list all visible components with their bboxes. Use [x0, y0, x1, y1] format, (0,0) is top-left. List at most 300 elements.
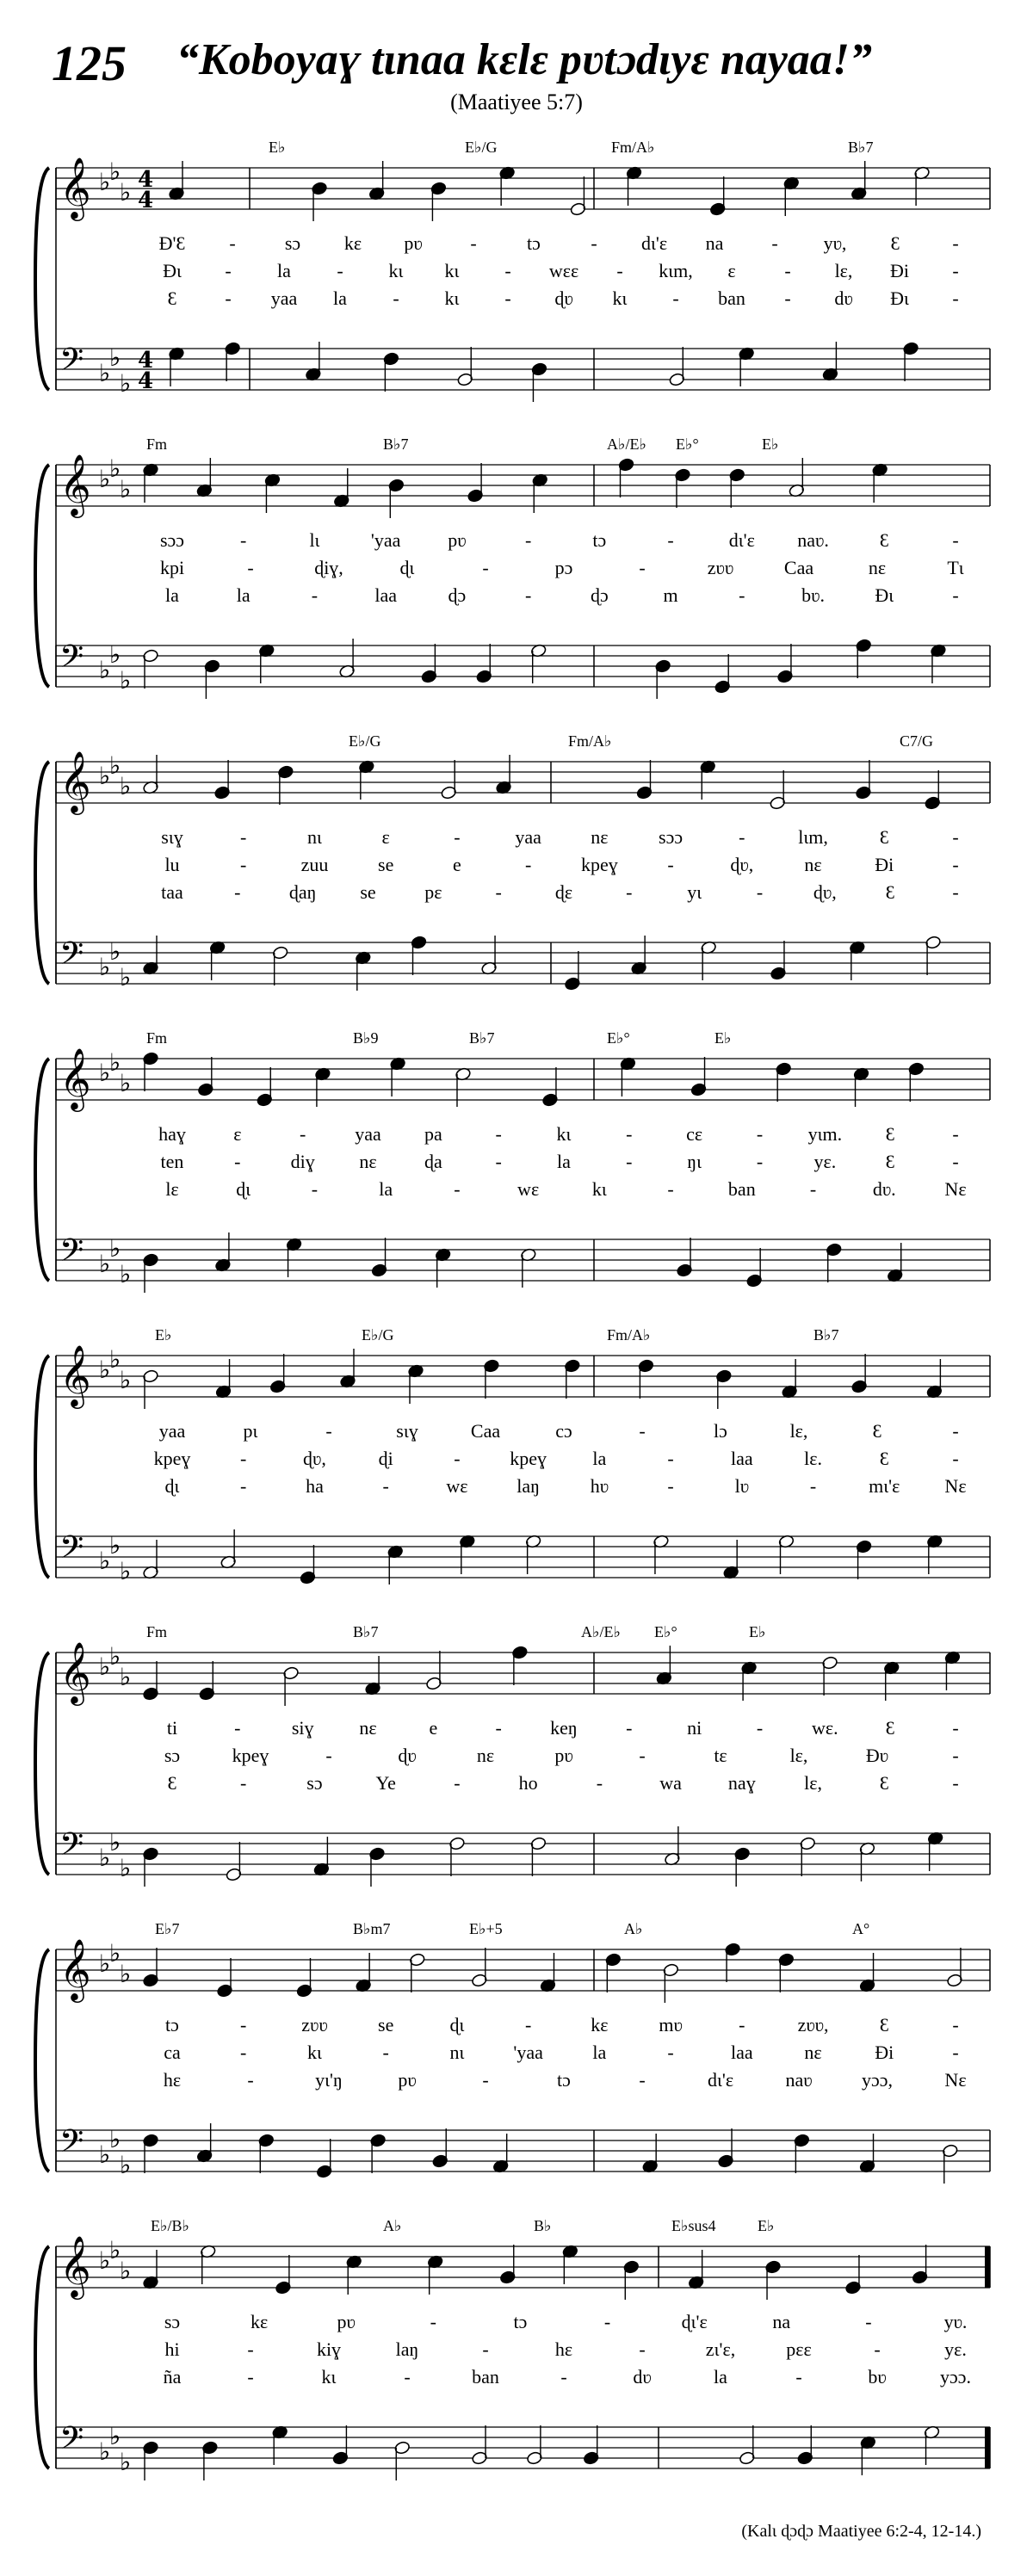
flat-icon: ♭ [109, 2125, 121, 2153]
lyric-syllable: - [225, 287, 232, 309]
chord-symbol: Fm/A♭ [611, 139, 655, 156]
lyric-syllable: - [247, 2338, 254, 2360]
chord-symbol: E♭/G [349, 732, 381, 750]
lyric-syllable: - [240, 1475, 247, 1497]
hymn-reference: (Maatiyee 5:7) [450, 90, 583, 114]
chord-symbol: E♭ [749, 1623, 766, 1640]
flat-icon: ♭ [99, 1547, 111, 1575]
bass-clef-icon: 𝄢 [59, 1232, 84, 1276]
chord-symbol: E♭/G [465, 139, 498, 156]
lyric-syllable: - [952, 1151, 959, 1172]
lyric-line [0, 232, 1033, 258]
flat-icon: ♭ [120, 666, 132, 695]
lyric-syllable: - [952, 584, 959, 606]
treble-clef-icon: 𝄞 [59, 1640, 91, 1703]
lyric-syllable: ɖaŋ [288, 881, 317, 903]
lyric-syllable: dɩ'ɛ [640, 232, 668, 254]
lyric-syllable: nɛ [804, 854, 822, 875]
lyric-syllable: wa [659, 1772, 682, 1794]
lyric-syllable: - [756, 881, 764, 903]
flat-icon: ♭ [120, 178, 132, 207]
lyric-syllable: - [524, 2014, 532, 2035]
notes [142, 2425, 940, 2480]
lyric-syllable: - [524, 529, 532, 551]
chord-symbol: E♭+5 [469, 1920, 503, 1937]
lyric-syllable: - [454, 1772, 461, 1794]
lyric-syllable: - [596, 1772, 603, 1794]
lyric-syllable: hɛ [163, 2069, 182, 2091]
lyric-syllable: ɖɔ [590, 584, 609, 606]
flat-icon: ♭ [99, 1250, 111, 1278]
lyric-syllable: - [311, 584, 319, 606]
lyric-syllable: ten [160, 1151, 184, 1172]
lyric-syllable: - [739, 584, 745, 606]
lyric-syllable: zʋʋ [707, 557, 734, 578]
lyric-syllable: ban [727, 1178, 756, 1200]
notes [168, 161, 930, 221]
lyric-syllable: m [663, 584, 678, 606]
lyric-syllable: Ɖɩ [890, 287, 909, 309]
lyric-syllable: - [482, 2338, 489, 2360]
lyric-syllable: ti [166, 1717, 178, 1739]
treble-clef-icon: 𝄞 [59, 453, 91, 516]
lyric-syllable: - [952, 2042, 959, 2063]
lyric-syllable: ɖʋ [398, 1745, 417, 1766]
lyric-syllable: - [504, 260, 511, 281]
lyric-syllable: kɛ [343, 232, 362, 254]
lyric-syllable: - [952, 1448, 959, 1469]
flat-icon: ♭ [109, 2236, 121, 2264]
lyric-syllable: - [430, 2311, 436, 2332]
lyric-syllable: bʋ [868, 2366, 887, 2388]
final-barline [985, 2246, 990, 2288]
lyric-syllable: kɩ [306, 2042, 322, 2063]
lyric-syllable: ɖʋ [554, 287, 573, 309]
lyric-syllable: - [756, 1123, 764, 1145]
lyric-syllable: ɖiɣ, [314, 557, 343, 578]
lyric-syllable: dɩ'ɛ [728, 529, 755, 551]
lyric-syllable: - [739, 826, 745, 848]
lyric-syllable: pʋ [398, 2069, 417, 2091]
lyric-syllable: laa [730, 2042, 753, 2063]
lyric-syllable: Nɛ [944, 1475, 967, 1497]
bass-staff [56, 2420, 990, 2476]
chord-symbol: E♭ [269, 139, 286, 156]
lyric-syllable: - [240, 854, 247, 875]
lyric-syllable: dʋ. [872, 1178, 896, 1200]
lyric-line [0, 854, 1033, 880]
lyric-syllable: Ɛ [167, 287, 177, 309]
chord-symbol: Fm/A♭ [607, 1326, 651, 1344]
lyric-syllable: Ɛ [879, 1772, 889, 1794]
lyric-syllable: la [592, 2042, 607, 2063]
chord-symbol: E♭° [607, 1029, 630, 1047]
lyric-syllable: nɩ [449, 2042, 465, 2063]
chord-symbol: Fm/A♭ [568, 732, 612, 750]
lyric-syllable: hɛ [554, 2338, 573, 2360]
chord-symbol: E♭/G [362, 1326, 394, 1344]
lyric-syllable: pɔ [554, 557, 573, 578]
chord-symbol: Fm [146, 1029, 168, 1047]
lyric-line [0, 1772, 1033, 1798]
flat-icon: ♭ [99, 2437, 111, 2466]
lyric-syllable: - [299, 1123, 306, 1145]
lyric-syllable: kɩ [321, 2366, 337, 2388]
score-system [0, 430, 1033, 714]
chord-symbol: E♭ [758, 2217, 775, 2234]
lyric-syllable: zuu [300, 854, 329, 875]
lyric-syllable: pɩ [243, 1420, 258, 1442]
lyric-syllable: Ɖ'Ɛ [158, 232, 186, 254]
lyric-syllable: yaa [355, 1123, 381, 1145]
flat-icon: ♭ [109, 1345, 121, 1374]
lyric-syllable: yɔɔ, [861, 2069, 894, 2091]
lyric-syllable: nɛ [591, 826, 609, 848]
lyric-syllable: tɔ [592, 529, 607, 551]
lyric-syllable: e [429, 1717, 438, 1739]
time-signature: 4 [138, 368, 154, 394]
bass-clef-icon: 𝄢 [59, 342, 84, 386]
lyric-syllable: cɔ [555, 1420, 572, 1442]
lyric-syllable: - [952, 1772, 959, 1794]
chord-symbol: E♭ [155, 1326, 172, 1344]
lyric-syllable: 'yaa [513, 2042, 543, 2063]
notes [142, 1232, 903, 1293]
lyric-syllable: - [470, 232, 477, 254]
lyric-syllable: Nɛ [944, 2069, 967, 2091]
score-system [0, 1321, 1033, 1605]
lyric-syllable: - [234, 881, 241, 903]
notes [142, 1943, 962, 2003]
lyric-syllable: dʋ [633, 2366, 652, 2388]
lyric-syllable: pʋ [554, 1745, 573, 1766]
lyric-syllable: - [809, 1178, 817, 1200]
treble-clef-icon: 𝄞 [59, 1047, 91, 1109]
flat-icon: ♭ [99, 1059, 111, 1087]
lyric-syllable: ɖʋ, [303, 1448, 326, 1469]
lyric-syllable: - [952, 287, 959, 309]
score-system [0, 727, 1033, 1011]
flat-icon: ♭ [109, 2422, 121, 2450]
lyric-syllable: lɩ [309, 529, 320, 551]
lyric-syllable: - [667, 1178, 674, 1200]
lyric-line [0, 2338, 1033, 2364]
lyric-syllable: tɛ [714, 1745, 727, 1766]
lyric-syllable: lu [164, 854, 180, 875]
lyric-syllable: ɖʋ, [813, 881, 837, 903]
final-barline [985, 2427, 990, 2468]
lyric-syllable: kɩ [591, 1178, 607, 1200]
lyric-syllable: - [454, 1448, 461, 1469]
time-signature: 4 [138, 167, 154, 193]
lyric-syllable: - [234, 1151, 241, 1172]
bass-staff [56, 639, 990, 695]
flat-icon: ♭ [120, 369, 132, 398]
lyric-syllable: Ɛ [879, 2014, 889, 2035]
lyric-line [0, 584, 1033, 610]
flat-icon: ♭ [109, 158, 121, 186]
flat-icon: ♭ [120, 1260, 132, 1288]
lyric-syllable: - [639, 2069, 646, 2091]
lyric-syllable: zʋʋ [301, 2014, 328, 2035]
lyric-syllable: yɩ'ŋ [315, 2069, 343, 2091]
lyric-syllable: - [240, 1772, 247, 1794]
lyric-syllable: e [453, 854, 461, 875]
lyric-line [0, 1123, 1033, 1149]
lyric-syllable: la [236, 584, 251, 606]
lyric-syllable: la [165, 584, 179, 606]
flat-icon: ♭ [99, 1652, 111, 1681]
lyric-syllable: lʋ [734, 1475, 750, 1497]
lyric-syllable: - [560, 2366, 567, 2388]
lyric-line [0, 2366, 1033, 2392]
lyric-syllable: sɔ [164, 2311, 181, 2332]
lyric-syllable: laŋ [395, 2338, 419, 2360]
lyric-syllable: ɖɩ'ɛ [681, 2311, 708, 2332]
lyric-syllable: Ɛ [879, 826, 889, 848]
lyric-syllable: - [404, 2366, 411, 2388]
lyric-syllable: - [952, 260, 959, 281]
lyric-syllable: - [247, 2366, 254, 2388]
flat-icon: ♭ [120, 1557, 132, 1585]
lyric-syllable: siɣ [291, 1717, 314, 1739]
footer-reference: (Kalɩ ɖɔɖɔ Maatiyee 6:2-4, 12-14.) [741, 2522, 981, 2541]
bass-clef-icon: 𝄢 [59, 1529, 84, 1573]
lyric-syllable: yɔɔ. [939, 2366, 972, 2388]
lyric-syllable: zʋʋ, [797, 2014, 829, 2035]
chord-symbol: E♭7 [155, 1920, 180, 1937]
lyric-line [0, 2069, 1033, 2095]
lyric-syllable: naʋ. [797, 529, 829, 551]
treble-clef-icon: 𝄞 [59, 2234, 91, 2297]
lyric-syllable: nɩ [306, 826, 322, 848]
lyric-syllable: - [809, 1475, 817, 1497]
treble-clef-icon: 𝄞 [59, 1344, 91, 1406]
lyric-syllable: Ɖi [875, 2042, 894, 2063]
lyric-syllable: - [952, 1745, 959, 1766]
lyric-syllable: ban [718, 287, 745, 309]
flat-icon: ♭ [109, 1048, 121, 1077]
hymn-header [0, 0, 1033, 120]
lyric-line [0, 881, 1033, 907]
chord-symbol: E♭ [714, 1029, 732, 1047]
lyric-line [0, 1717, 1033, 1743]
chord-symbol: B♭7 [469, 1029, 495, 1047]
flat-icon: ♭ [109, 1642, 121, 1671]
chord-symbol: C7/G [900, 732, 934, 750]
lyric-syllable: Ɛ [885, 881, 895, 903]
lyric-syllable: la [333, 287, 347, 309]
flat-icon: ♭ [99, 1844, 111, 1872]
lyric-syllable: la [557, 1151, 571, 1172]
chord-symbol: Fm [146, 436, 168, 453]
lyric-syllable: ɖʋ, [730, 854, 754, 875]
score-system [0, 133, 1033, 417]
lyric-syllable: - [952, 881, 959, 903]
lyric-syllable: Ɛ [879, 529, 889, 551]
flat-icon: ♭ [109, 1531, 121, 1560]
bass-clef-icon: 𝄢 [59, 639, 84, 683]
lyric-syllable: nɛ [476, 1745, 495, 1766]
treble-clef-icon: 𝄞 [59, 156, 91, 219]
lyric-syllable: - [240, 529, 247, 551]
flat-icon: ♭ [109, 1939, 121, 1968]
lyric-syllable: - [756, 1151, 764, 1172]
lyric-syllable: - [382, 1475, 389, 1497]
lyric-syllable: - [524, 584, 532, 606]
flat-icon: ♭ [99, 2140, 111, 2169]
treble-staff [56, 1937, 990, 2003]
flat-icon: ♭ [120, 772, 132, 800]
lyric-syllable: Ɛ [872, 1420, 882, 1442]
lyric-syllable: mɩ'ɛ [869, 1475, 900, 1497]
lyric-syllable: ɖɛ [554, 881, 573, 903]
lyric-line [0, 557, 1033, 583]
chord-symbol: A♭/E♭ [581, 1623, 621, 1640]
flat-icon: ♭ [109, 937, 121, 966]
lyric-syllable: - [382, 2042, 389, 2063]
chord-symbol: B♭7 [383, 436, 409, 453]
chord-symbol: A♭ [624, 1920, 643, 1937]
lyric-syllable: - [771, 232, 778, 254]
lyric-syllable: - [616, 260, 623, 281]
lyric-syllable: se [360, 881, 376, 903]
lyric-syllable: nɛ [359, 1151, 377, 1172]
lyric-syllable: Ɖɩ [163, 260, 182, 281]
lyric-syllable: - [639, 2338, 646, 2360]
lyric-syllable: - [952, 529, 959, 551]
lyric-line [0, 2311, 1033, 2337]
flat-icon: ♭ [99, 1356, 111, 1384]
lyric-syllable: Caa [783, 557, 814, 578]
lyric-line [0, 260, 1033, 286]
flat-icon: ♭ [109, 640, 121, 669]
flat-icon: ♭ [120, 1366, 132, 1394]
lyric-syllable: lɛ, [789, 1420, 808, 1442]
lyric-syllable: yɩ [687, 881, 702, 903]
chord-symbol: E♭° [654, 1623, 677, 1640]
lyric-syllable: - [495, 1717, 502, 1739]
flat-icon: ♭ [120, 1960, 132, 1988]
flat-icon: ♭ [109, 343, 121, 372]
lyric-syllable: - [865, 2311, 872, 2332]
notes [142, 458, 888, 518]
lyric-syllable: - [454, 826, 461, 848]
lyric-syllable: - [524, 854, 532, 875]
lyric-syllable: hi [164, 2338, 180, 2360]
lyric-line [0, 1151, 1033, 1177]
lyric-syllable: yaa [158, 1420, 186, 1442]
lyric-syllable: - [667, 2042, 674, 2063]
lyric-line [0, 1745, 1033, 1770]
hymn-title: “Koboyaɣ tɩnaa kɛlɛ pʋtɔdɩyɛ nayaa!” [176, 35, 873, 84]
lyric-syllable: - [247, 2069, 254, 2091]
lyric-syllable: mʋ [659, 2014, 683, 2035]
lyric-syllable: Ɛ [167, 1772, 177, 1794]
treble-staff [56, 1344, 990, 1409]
lyric-syllable: tɔ [557, 2069, 571, 2091]
treble-staff [56, 453, 990, 518]
flat-icon: ♭ [120, 1069, 132, 1097]
lyric-syllable: pɛ [424, 881, 442, 903]
chord-symbol: A♭ [383, 2217, 402, 2234]
lyric-line [0, 287, 1033, 313]
lyric-syllable: - [639, 557, 646, 578]
lyric-syllable: kiɣ [316, 2338, 342, 2360]
lyric-syllable: sɔ [306, 1772, 323, 1794]
lyric-line [0, 1475, 1033, 1501]
lyric-syllable: kɩm, [659, 260, 693, 281]
lyric-syllable: kɩ [556, 1123, 572, 1145]
lyric-syllable: Ɛ [890, 232, 900, 254]
flat-icon: ♭ [120, 2151, 132, 2179]
lyric-syllable: lɛ, [789, 1745, 808, 1766]
lyric-syllable: 'yaa [370, 529, 401, 551]
flat-icon: ♭ [109, 454, 121, 483]
lyric-syllable: pa [424, 1123, 442, 1145]
chord-symbol: E♭ [762, 436, 779, 453]
flat-icon: ♭ [99, 2246, 111, 2275]
lyric-syllable: kɩ [444, 260, 460, 281]
lyric-syllable: sɩɣ [396, 1420, 418, 1442]
lyric-syllable: tɔ [165, 2014, 179, 2035]
lyric-syllable: Ɛ [879, 1448, 889, 1469]
bass-clef-icon: 𝄢 [59, 2420, 84, 2464]
lyric-syllable: Ɖi [890, 260, 909, 281]
lyric-line [0, 1420, 1033, 1446]
flat-icon: ♭ [120, 1663, 132, 1691]
lyric-syllable: - [626, 881, 633, 903]
lyric-syllable: - [639, 1745, 646, 1766]
lyric-syllable: haɣ [158, 1123, 186, 1145]
lyric-syllable: la [714, 2366, 727, 2388]
lyric-syllable: la [592, 1448, 607, 1469]
lyric-syllable: ɖɩ [449, 2014, 465, 2035]
score-system [0, 2212, 1033, 2496]
lyric-syllable: lɛ [165, 1178, 179, 1200]
lyric-syllable: kpeɣ [510, 1448, 547, 1469]
chord-symbol: E♭° [676, 436, 699, 453]
lyric-line [0, 2014, 1033, 2040]
score-system [0, 1915, 1033, 2199]
chord-symbol: B♭7 [813, 1326, 839, 1344]
lyric-syllable: Ɛ [885, 1123, 895, 1145]
lyric-syllable: pʋ [337, 2311, 356, 2332]
lyric-syllable: lɛ, [834, 260, 853, 281]
lyric-syllable: - [337, 260, 343, 281]
lyric-syllable: ha [306, 1475, 324, 1497]
flat-icon: ♭ [99, 168, 111, 196]
flat-icon: ♭ [120, 2257, 132, 2285]
lyric-syllable: - [229, 232, 236, 254]
bass-staff [56, 936, 990, 991]
bass-clef-icon: 𝄢 [59, 1826, 84, 1870]
lyric-syllable: laŋ [516, 1475, 541, 1497]
lyric-syllable: taa [161, 881, 183, 903]
lyric-syllable: Ɖi [875, 854, 894, 875]
notes [142, 1349, 943, 1409]
flat-icon: ♭ [120, 2448, 132, 2476]
flat-icon: ♭ [99, 953, 111, 981]
lyric-syllable: wɛ [517, 1178, 540, 1200]
lyric-syllable: laa [730, 1448, 753, 1469]
chord-symbol: E♭sus4 [671, 2217, 716, 2234]
chord-symbol: B♭7 [848, 139, 874, 156]
flat-icon: ♭ [109, 1234, 121, 1263]
bass-staff [56, 2123, 990, 2179]
lyric-syllable: pɛɛ [786, 2338, 812, 2360]
bass-staff [56, 1529, 990, 1585]
